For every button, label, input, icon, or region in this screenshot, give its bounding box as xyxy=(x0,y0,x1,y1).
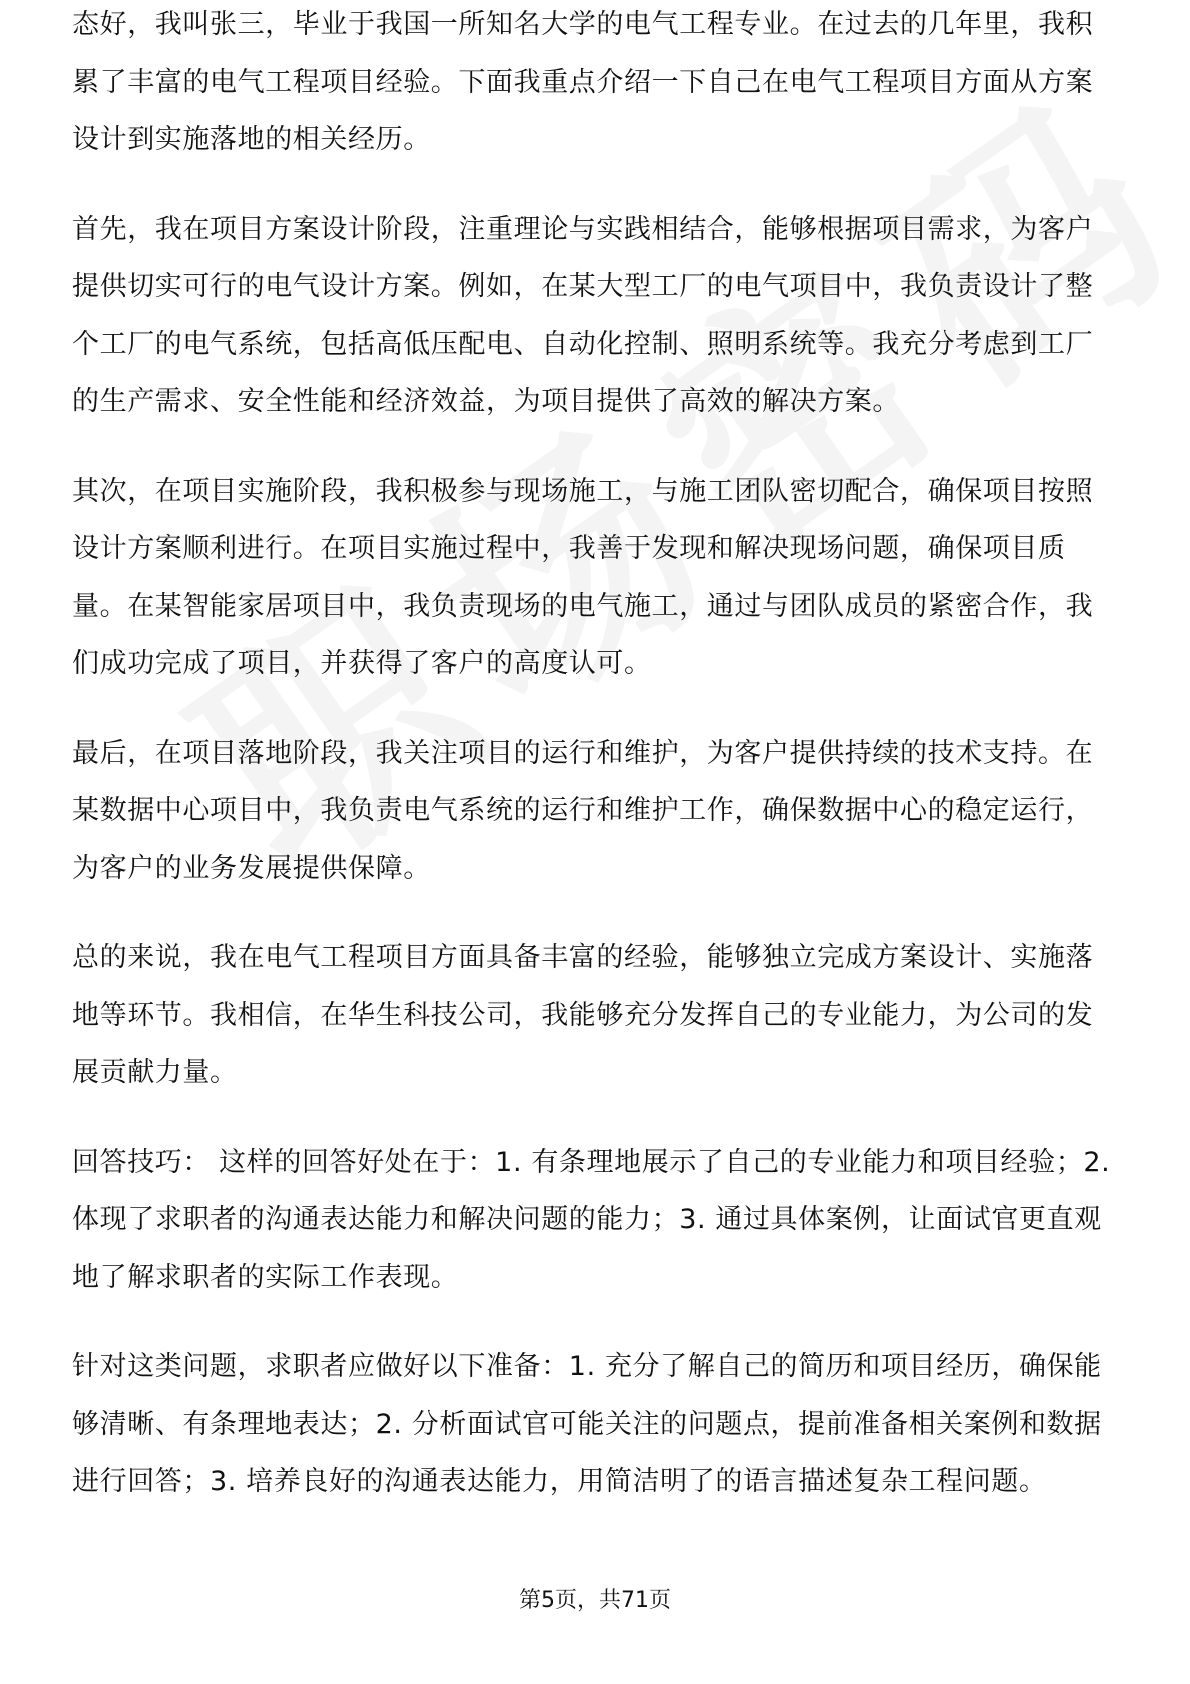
paragraph-answer-tips: 回答技巧： 这样的回答好处在于：1. 有条理地展示了自己的专业能力和项目经验；2. 体现了求职者的沟通表达能力和解决问题的能力；3. 通过具体案例，让面试官更直观地了解求职者的实际工作表现。 xyxy=(72,1146,1111,1293)
paragraph-delivery-phase: 最后，在项目落地阶段，我关注项目的运行和维护，为客户提供持续的技术支持。在某数据中心项目中，我负责电气系统的运行和维护工作，确保数据中心的稳定运行，为客户的业务发展提供保障。 xyxy=(72,737,1094,884)
paragraph-preparation: 针对这类问题，求职者应做好以下准备：1. 充分了解自己的简历和项目经历，确保能够清晰、有条理地表达；2. 分析面试官可能关注的问题点，提前准备相关案例和数据进行回答；3. 培养良好的沟通表达能力，用简洁明了的语言描述复杂工程问题。 xyxy=(72,1351,1102,1497)
paragraph-design-phase: 首先，我在项目方案设计阶段，注重理论与实践相结合，能够根据项目需求，为客户提供切实可行的电气设计方案。例如，在某大型工厂的电气项目中，我负责设计了整个工厂的电气系统，包括高低压配电、自动化控制、照明系统等。我充分考虑到工厂的生产需求、安全性能和经济效益，为项目提供了高效的解决方案。 xyxy=(72,213,1094,417)
paragraph-summary: 总的来说，我在电气工程项目方面具备丰富的经验，能够独立完成方案设计、实施落地等环节。我相信，在华生科技公司，我能够充分发挥自己的专业能力，为公司的发展贡献力量。 xyxy=(72,942,1094,1088)
paragraph-implementation-phase: 其次，在项目实施阶段，我积极参与现场施工，与施工团队密切配合，确保项目按照设计方案顺利进行。在项目实施过程中，我善于发现和解决现场问题，确保项目质量。在某智能家居项目中，我负责现场的电气施工，通过与团队成员的紧密合作，我们成功完成了项目，并获得了客户的高度认可。 xyxy=(72,475,1094,679)
page-number: 第5页，共71页 xyxy=(519,1588,671,1613)
document-body xyxy=(72,9,1118,1543)
paragraph-intro: 态好，我叫张三，毕业于我国一所知名大学的电气工程专业。在过去的几年里，我积累了丰富的电气工程项目经验。下面我重点介绍一下自己在电气工程项目方面从方案设计到实施落地的相关经历。 xyxy=(72,9,1094,155)
